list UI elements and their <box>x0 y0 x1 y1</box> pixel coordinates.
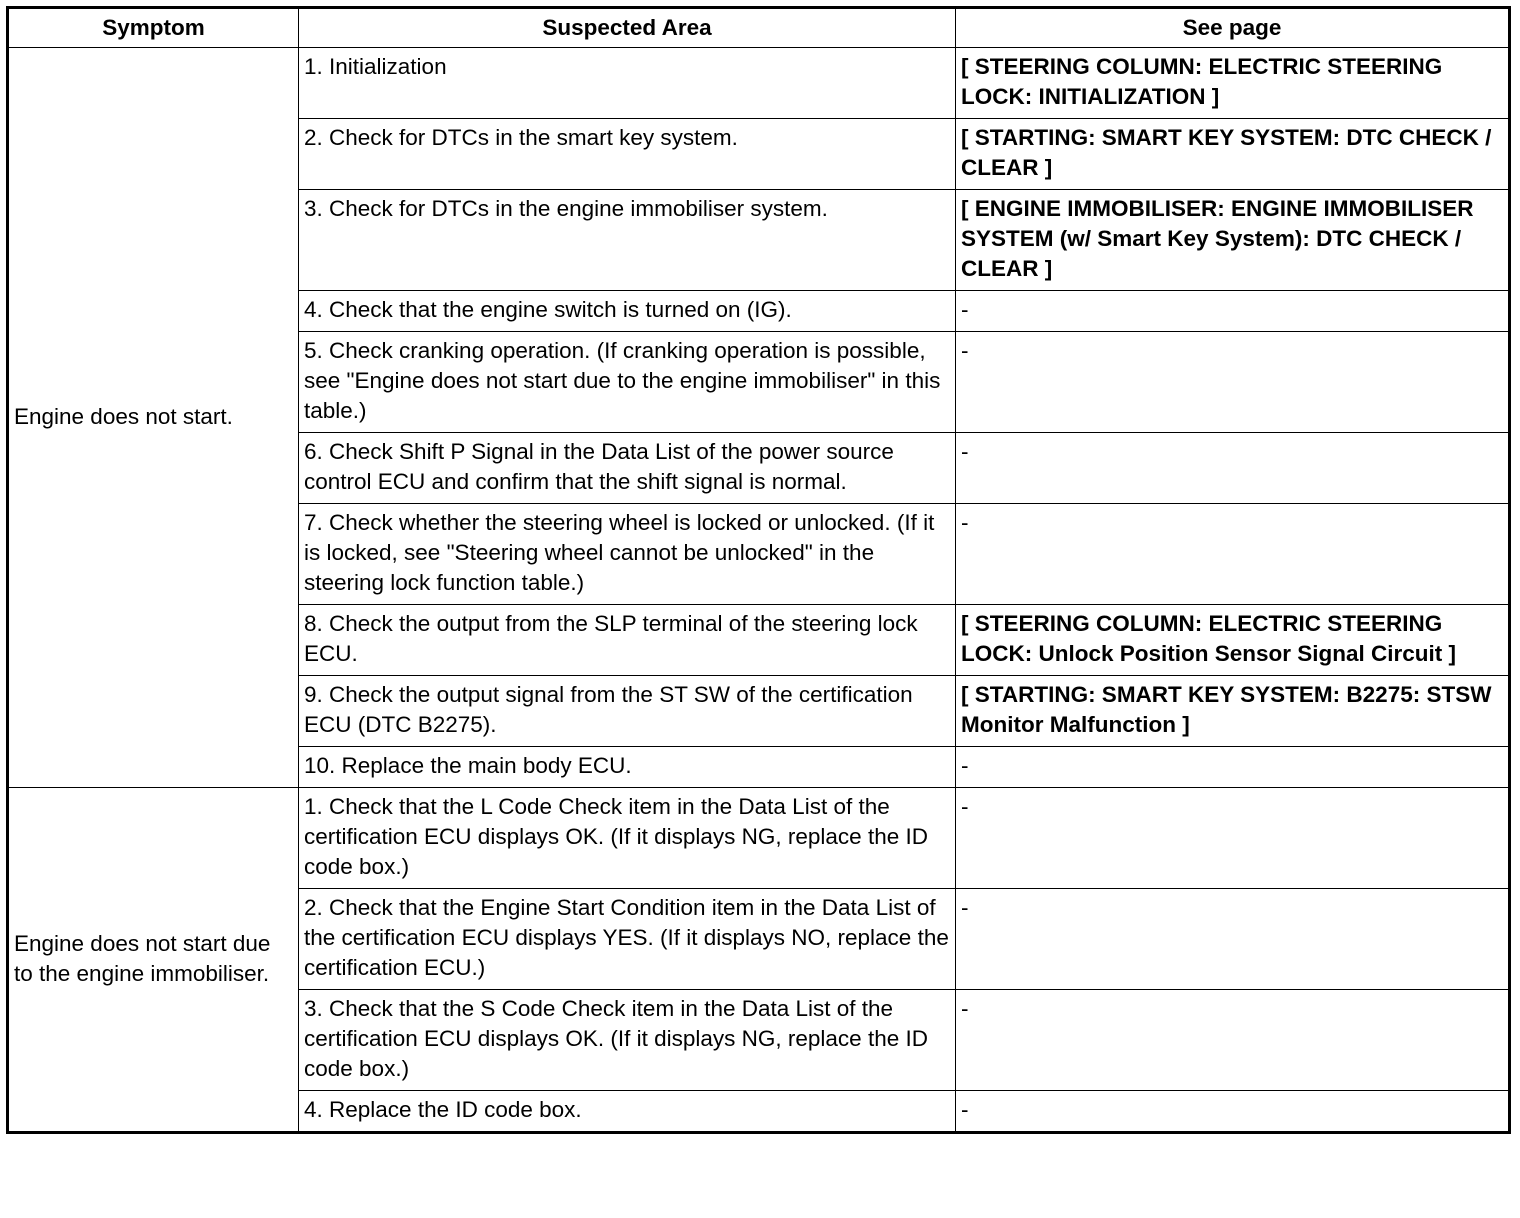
suspected-area-cell: 8. Check the output from the SLP terminal of the steering lock ECU. <box>299 605 956 676</box>
see-page-cell: - <box>956 747 1510 788</box>
see-page-cell: - <box>956 332 1510 433</box>
suspected-area-cell: 6. Check Shift P Signal in the Data List of the power source control ECU and confirm that the shift signal is normal. <box>299 433 956 504</box>
problem-symptoms-table <box>6 6 1511 1134</box>
header-suspected-area: Suspected Area <box>299 8 956 48</box>
suspected-area-cell: 10. Replace the main body ECU. <box>299 747 956 788</box>
suspected-area-cell: 3. Check that the S Code Check item in the Data List of the certification ECU displays OK. (If it displays NG, replace the ID code box.) <box>299 990 956 1091</box>
header-row <box>8 8 1510 48</box>
header-symptom: Symptom <box>8 8 299 48</box>
suspected-area-cell: 4. Check that the engine switch is turned on (IG). <box>299 291 956 332</box>
suspected-area-cell: 2. Check that the Engine Start Condition item in the Data List of the certification ECU displays YES. (If it displays NO, replace the certification ECU.) <box>299 889 956 990</box>
see-page-cell: - <box>956 889 1510 990</box>
see-page-cell: - <box>956 990 1510 1091</box>
see-page-cell: - <box>956 788 1510 889</box>
symptom-cell: Engine does not start due to the engine immobiliser. <box>8 788 299 1133</box>
suspected-area-cell: 7. Check whether the steering wheel is locked or unlocked. (If it is locked, see "Steering wheel cannot be unlocked" in the steering lock function table.) <box>299 504 956 605</box>
see-page-cell: - <box>956 433 1510 504</box>
see-page-link[interactable]: [ STEERING COLUMN: ELECTRIC STEERING LOCK: Unlock Position Sensor Signal Circuit ] <box>956 605 1510 676</box>
see-page-link[interactable]: [ ENGINE IMMOBILISER: ENGINE IMMOBILISER SYSTEM (w/ Smart Key System): DTC CHECK / CLEAR ] <box>956 190 1510 291</box>
suspected-area-cell: 1. Check that the L Code Check item in the Data List of the certification ECU displays OK. (If it displays NG, replace the ID code box.) <box>299 788 956 889</box>
see-page-cell: - <box>956 504 1510 605</box>
table-body <box>8 48 1510 1133</box>
suspected-area-cell: 5. Check cranking operation. (If cranking operation is possible, see "Engine does not start due to the engine immobiliser" in this table.) <box>299 332 956 433</box>
see-page-cell: - <box>956 1091 1510 1133</box>
symptom-cell: Engine does not start. <box>8 48 299 788</box>
suspected-area-cell: 3. Check for DTCs in the engine immobiliser system. <box>299 190 956 291</box>
see-page-link[interactable]: [ STEERING COLUMN: ELECTRIC STEERING LOCK: INITIALIZATION ] <box>956 48 1510 119</box>
suspected-area-cell: 2. Check for DTCs in the smart key system. <box>299 119 956 190</box>
suspected-area-cell: 1. Initialization <box>299 48 956 119</box>
see-page-link[interactable]: [ STARTING: SMART KEY SYSTEM: DTC CHECK / CLEAR ] <box>956 119 1510 190</box>
see-page-cell: - <box>956 291 1510 332</box>
header-see-page: See page <box>956 8 1510 48</box>
table-row <box>8 788 1510 889</box>
suspected-area-cell: 9. Check the output signal from the ST SW of the certification ECU (DTC B2275). <box>299 676 956 747</box>
suspected-area-cell: 4. Replace the ID code box. <box>299 1091 956 1133</box>
see-page-link[interactable]: [ STARTING: SMART KEY SYSTEM: B2275: STSW Monitor Malfunction ] <box>956 676 1510 747</box>
table-row <box>8 48 1510 119</box>
